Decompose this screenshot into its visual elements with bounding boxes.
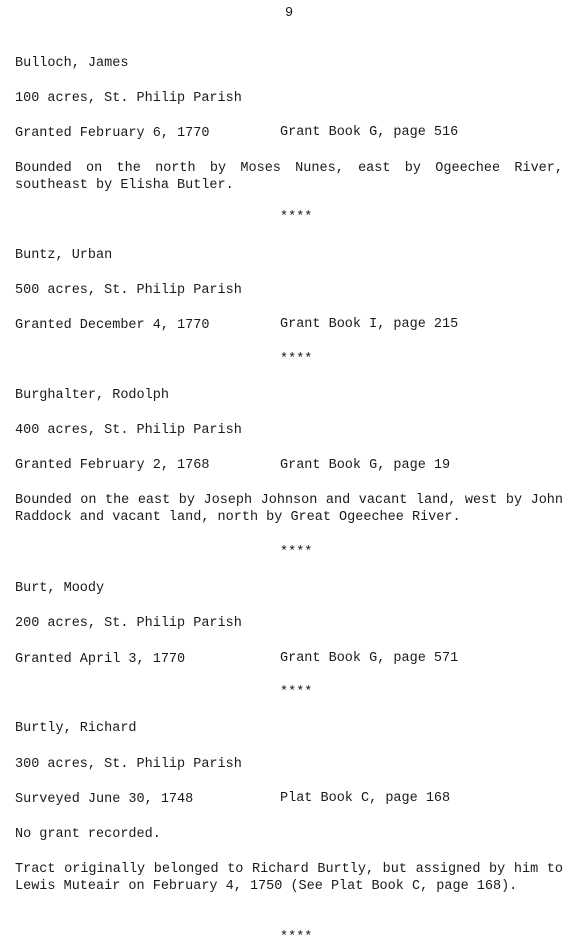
entry-name: Bulloch, James — [15, 56, 129, 71]
entry-acres: 100 acres, St. Philip Parish — [15, 91, 242, 106]
entry-note: Bounded on the east by Joseph Johnson and vacant land, west by John Raddock and vacant land, north by Great Ogeechee River. — [15, 493, 563, 525]
entry-book: Grant Book G, page 571 — [280, 651, 459, 666]
entry-separator: **** — [280, 545, 313, 560]
entry-name: Burt, Moody — [15, 581, 105, 596]
entry-separator: **** — [280, 685, 313, 700]
entry-separator: **** — [280, 352, 313, 367]
entry-separator: **** — [280, 210, 313, 225]
entry-book: Grant Book I, page 215 — [280, 317, 459, 332]
entry-acres: 500 acres, St. Philip Parish — [15, 283, 242, 298]
entry-separator: **** — [280, 930, 313, 945]
entry-book: Plat Book C, page 168 — [280, 791, 451, 806]
entry-date: Surveyed June 30, 1748 — [15, 792, 194, 807]
entry-acres: 300 acres, St. Philip Parish — [15, 757, 242, 772]
entry-name: Buntz, Urban — [15, 248, 113, 263]
entry-name: Burghalter, Rodolph — [15, 388, 169, 403]
entry-book: Grant Book G, page 19 — [280, 458, 451, 473]
entry-book: Grant Book G, page 516 — [280, 125, 459, 140]
entry-date: Granted April 3, 1770 — [15, 652, 186, 667]
entry-note: Bounded on the north by Moses Nunes, east by Ogeechee River, southeast by Elisha Butler. — [15, 161, 563, 193]
entry-acres: 400 acres, St. Philip Parish — [15, 423, 242, 438]
entry-date: Granted February 2, 1768 — [15, 458, 210, 473]
entry-note: Tract originally belonged to Richard Burtly, but assigned by him to Lewis Muteair on February 4, 1750 (See Plat Book C, page 168). — [15, 862, 563, 894]
entry-date: Granted February 6, 1770 — [15, 126, 210, 141]
entry-name: Burtly, Richard — [15, 721, 137, 736]
page-number: 9 — [284, 6, 294, 21]
entry-acres: 200 acres, St. Philip Parish — [15, 616, 242, 631]
entry-date: Granted December 4, 1770 — [15, 318, 210, 333]
entry-note: No grant recorded. — [15, 827, 161, 842]
